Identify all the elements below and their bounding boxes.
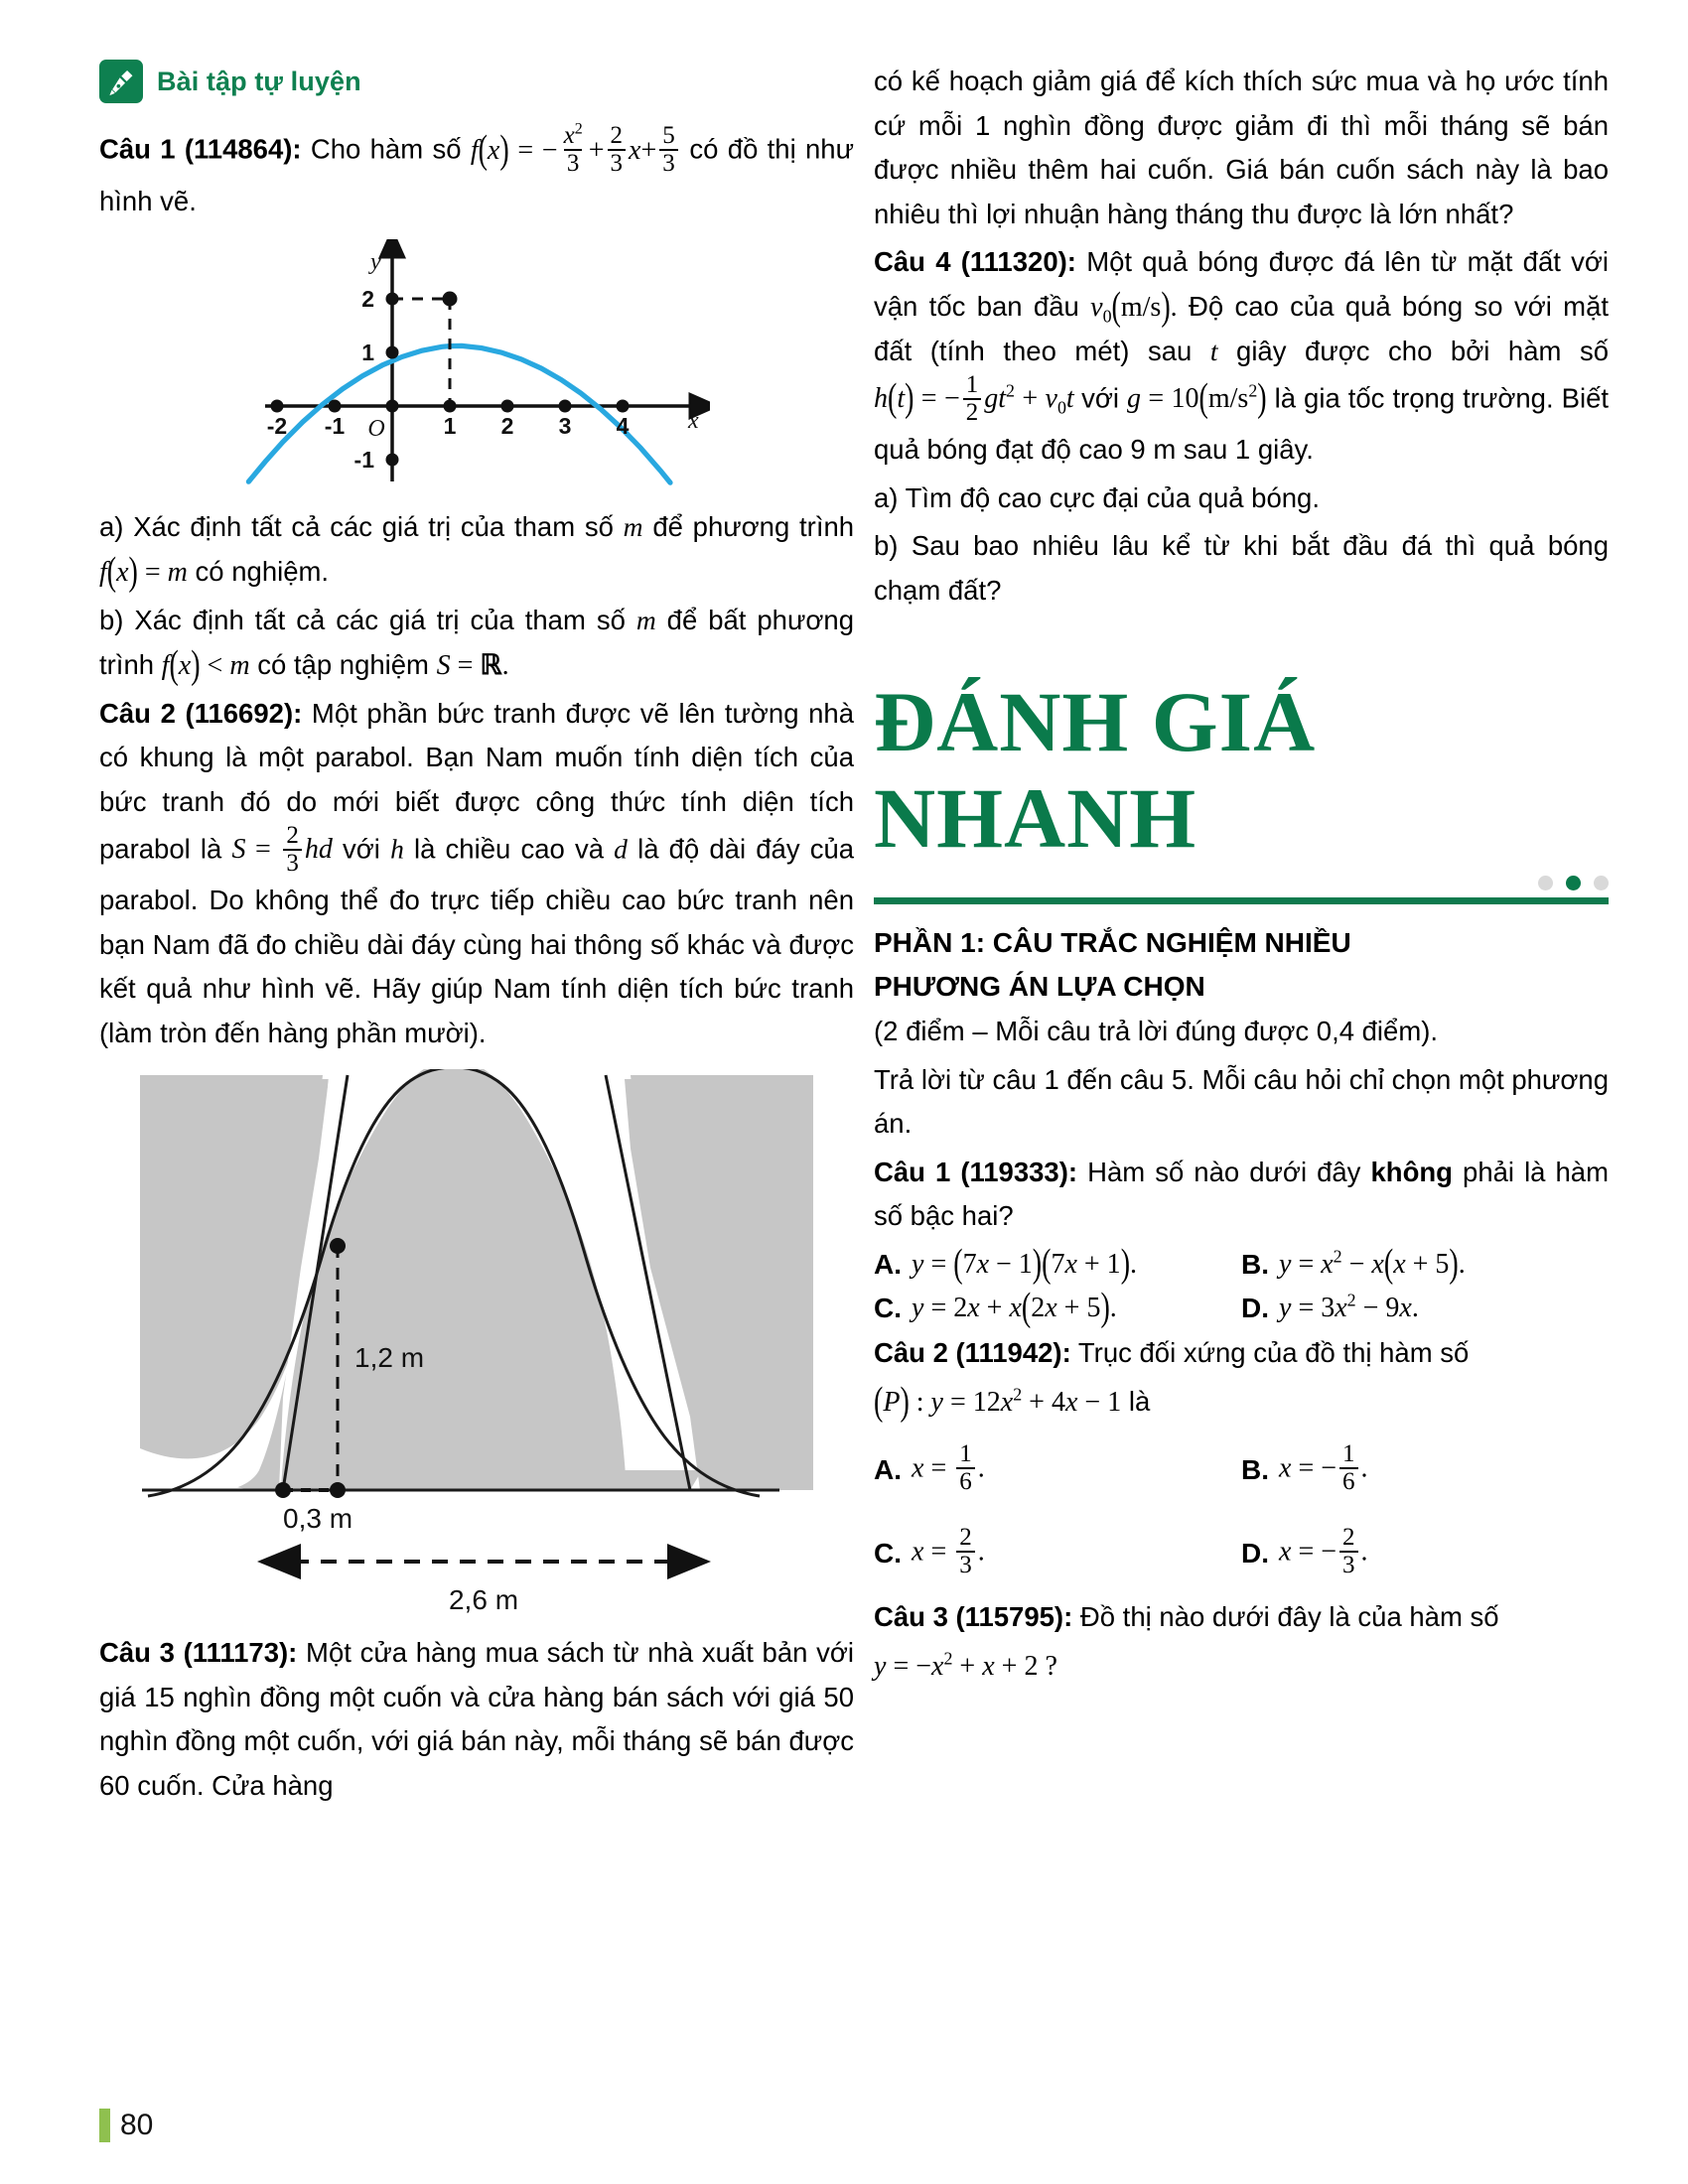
page-number-value: 80 (120, 2109, 154, 2141)
base-right-dot (330, 1482, 346, 1498)
base-dimension-row (99, 1540, 854, 1631)
q2-option-d[interactable] (1241, 1512, 1609, 1595)
x-tick-dot (501, 400, 514, 413)
q1-label: Câu 1 (119333): (874, 1156, 1078, 1187)
cau3-label: Câu 3 (111173): (99, 1637, 298, 1669)
cau1-statement (99, 120, 855, 223)
cau1-part-a-var: m (623, 511, 643, 543)
right-column (874, 60, 1609, 1812)
height-top-dot (330, 1238, 346, 1254)
cau4-text1: Một quả bóng được đá lên từ mặt đất với vận tốc ban đầu (874, 246, 1610, 322)
left-column (99, 60, 854, 1812)
y-tick-dot (386, 293, 399, 306)
q1-option-c[interactable] (874, 1287, 1241, 1331)
q1-text2: phải là hàm số bậc hai? (874, 1156, 1610, 1232)
origin-dot (386, 400, 399, 413)
part1-note2: Trả lời từ câu 1 đến câu 5. Mỗi câu hỏi chỉ chọn một phương án. (874, 1063, 1609, 1140)
q2-option-b-expr: x = − $\frac{1}{6}$ . (1279, 1439, 1368, 1496)
x-tick-label: 1 (443, 413, 457, 440)
cau1-part-b-tag: b) (99, 604, 124, 635)
section-heading (99, 60, 854, 103)
q2-expr-suffix: là (1128, 1385, 1151, 1417)
part1-note1: (2 điểm – Mỗi câu trả lời đúng được 0,4 điểm). (874, 1015, 1439, 1046)
cau4-v0: $v_0(m/s)$. (1090, 284, 1178, 330)
cau4-text2: Độ cao của quả bóng so với mặt đất (tính theo mét) sau (874, 290, 1610, 367)
x-tick-dot (329, 400, 342, 413)
x-axis-label: x (688, 408, 699, 435)
dot-indicator (1594, 876, 1609, 890)
decorative-dots (874, 876, 1609, 891)
big-title-line1: ĐÁNH GIÁ (874, 674, 1317, 770)
cau1-part-a-tag: a) (99, 511, 124, 543)
cau1-part-b-text2: để bất phương trình (99, 604, 855, 680)
cau2-var-d: d (614, 833, 628, 865)
cau2-var-h: h (390, 833, 404, 865)
origin-label: O (367, 416, 385, 443)
cau4-part-a: a) Tìm độ cao cực đại của quả bóng. (874, 481, 1320, 513)
q2-option-a-key: A. (874, 1453, 902, 1485)
cau4-text3: giây được cho bởi hàm số (1236, 336, 1610, 367)
cau3-statement (99, 1631, 854, 1808)
q1-option-b-expr: $y = x^2 - x(x + 5)$. (1279, 1241, 1466, 1287)
x-tick-dot (444, 400, 457, 413)
dot-indicator-active (1566, 876, 1581, 890)
cau1-part-a-text2: để phương trình (652, 511, 855, 543)
cau2-text2: với (342, 833, 380, 865)
cau1-part-b (99, 599, 854, 688)
q2-option-c-key: C. (874, 1537, 902, 1569)
q1-option-c-expr: y = 2x + x(2x + 5). (912, 1286, 1117, 1331)
cau4-text4: với (1081, 382, 1119, 414)
parabola-graph-figure (99, 239, 854, 485)
big-title (874, 674, 1609, 866)
q2-option-d-key: D. (1241, 1537, 1269, 1569)
x-tick-dot (271, 400, 284, 413)
cau1-part-b-solution-set: S = ℝ. (436, 649, 509, 681)
q2-statement (874, 1331, 1609, 1376)
q2-option-c[interactable] (874, 1512, 1241, 1595)
cau3-text: Một cửa hàng mua sách từ nhà xuất bản với giá 15 nghìn đồng một cuốn và cửa hàng bán sách với giá 50 nghìn đồng một cuốn, với giá bán này, mỗi tháng sẽ bán được 60 cuốn. Cửa hàng (99, 1637, 855, 1801)
q2-option-a[interactable] (874, 1429, 1241, 1512)
cau1-part-a-text1: Xác định tất cả các giá trị của tham số (133, 511, 614, 543)
parabola-graph-svg (243, 239, 710, 485)
q2-parabola-expr: (P) : $y = 12x^2 + 4x - 1$ (874, 1379, 1122, 1425)
y-axis-label: y (370, 249, 381, 276)
y-tick-dot (386, 454, 399, 467)
q1-option-b[interactable] (1241, 1243, 1609, 1288)
green-divider (874, 897, 1609, 904)
q1-option-c-key: C. (874, 1293, 902, 1324)
cau4-var-t: t (1209, 336, 1218, 367)
q1-text1: Hàm số nào dưới đây (1087, 1156, 1361, 1187)
cau1-part-a-equation: f(x) = m (99, 549, 188, 595)
y-tick-dot (386, 346, 399, 359)
pen-nib-icon (99, 60, 143, 103)
y-tick-label: -1 (353, 447, 374, 474)
x-tick-dot (617, 400, 630, 413)
q3-label: Câu 3 (115795): (874, 1601, 1073, 1633)
cau4-height-formula: h(t) = − $\frac{1}{2}$ $gt^2 + v_0t$ (874, 370, 1074, 426)
offset-label: 0,3 m (283, 1503, 353, 1535)
base-dimension-svg (134, 1540, 819, 1631)
q3-text: Đồ thị nào dưới đây là của hàm số (1079, 1601, 1499, 1633)
part1-title-line1: PHẦN 1: CÂU TRẮC NGHIỆM NHIỀU (874, 926, 1351, 958)
page-number (99, 2109, 153, 2142)
q1-option-a-expr: y = (7x − 1)(7x + 1). (912, 1241, 1138, 1287)
parabola-curve (248, 345, 670, 482)
q2-options-row-2 (874, 1512, 1609, 1595)
q1-options-row-2 (874, 1287, 1609, 1331)
q1-option-b-key: B. (1241, 1248, 1269, 1280)
cau4-part-b: b) Sau bao nhiêu lâu kể từ khi bắt đầu đá thì quả bóng chạm đất? (874, 530, 1609, 606)
x-tick-label: 2 (500, 413, 514, 440)
x-tick-label: 3 (558, 413, 572, 440)
two-column-layout (0, 60, 1688, 1812)
cau4-statement (874, 240, 1609, 473)
cau4-label: Câu 4 (111320): (874, 246, 1076, 278)
cau4-gravity: $g = 10(m/s^2)$ (1127, 376, 1267, 422)
q3-expression (874, 1644, 1609, 1689)
x-tick-label: -2 (266, 413, 288, 440)
wall-parabola-figure (99, 1069, 854, 1546)
page-number-bar (99, 2109, 110, 2142)
base-left-dot (275, 1482, 291, 1498)
q3-statement (874, 1595, 1609, 1640)
cau2-text3: là chiều cao và (413, 833, 604, 865)
cau1-text-before: Cho hàm số (310, 133, 462, 165)
q1-bold-word: không (1370, 1156, 1453, 1187)
wall-figure-svg (134, 1069, 819, 1546)
section-heading-label: Bài tập tự luyện (157, 66, 361, 96)
q2-option-c-expr: x = $\frac{2}{3}$ . (912, 1523, 985, 1579)
q3-function-expr: $y = -x^2 + x + 2$ ? (874, 1648, 1057, 1682)
q2-option-d-expr: x = − $\frac{2}{3}$ . (1279, 1523, 1368, 1579)
height-label: 1,2 m (354, 1342, 425, 1374)
cau1-part-b-var: m (635, 604, 656, 635)
q1-option-d[interactable] (1241, 1287, 1609, 1331)
cau2-text4: là độ dài đáy của parabol. Do không thể đo trực tiếp chiều cao bức tranh nên bạn Nam đã đo chiều dài đáy cùng hai thông số khác và được kết quả như hình vẽ. Hãy giúp Nam tính diện tích bức tranh (làm tròn đến hàng phần mười). (99, 833, 855, 1048)
cau1-part-a-text3: có nghiệm. (195, 555, 330, 587)
q1-option-d-key: D. (1241, 1293, 1269, 1324)
wall-right-fill (625, 1079, 813, 1490)
cau1-part-a (99, 505, 854, 595)
y-tick-label: 2 (361, 286, 374, 313)
q1-option-d-expr: $y = 3x^2 - 9x$. (1279, 1291, 1419, 1324)
q2-text: Trục đối xứng của đồ thị hàm số (1077, 1337, 1470, 1369)
dot-indicator (1538, 876, 1553, 890)
cau2-text: Một phần bức tranh được vẽ lên tường nhà có khung là một parabol. Bạn Nam muốn tính diện tích của bức tranh đó do mới biết được công thức tính diện tích parabol là (99, 697, 855, 865)
x-tick-dot (559, 400, 572, 413)
base-strip (283, 1470, 702, 1490)
q1-option-a[interactable] (874, 1243, 1241, 1288)
cau1-part-b-text1: Xác định tất cả các giá trị của tham số (134, 604, 626, 635)
q2-options-row-1 (874, 1429, 1609, 1512)
y-tick-label: 1 (361, 340, 374, 366)
q2-option-b-key: B. (1241, 1453, 1269, 1485)
q2-option-a-expr: x = $\frac{1}{6}$ . (912, 1439, 985, 1496)
cau1-part-b-equation: f(x) < m (161, 642, 250, 688)
cau4-text5: là gia tốc trọng trường. Biết quả bóng đạt độ cao 9 m sau 1 giây. (874, 382, 1609, 466)
cau2-area-formula: S = $\frac{2}{3}$ hd (231, 821, 333, 877)
cau1-part-b-text3: có tập nghiệm (257, 648, 429, 680)
cau1-label: Câu 1 (114864): (99, 133, 302, 165)
x-tick-label: -1 (324, 413, 346, 440)
q1-options-row-1 (874, 1243, 1609, 1288)
x-tick-label: 4 (616, 413, 630, 440)
base-label: 2,6 m (448, 1584, 519, 1616)
q2-expression (874, 1380, 1609, 1425)
q2-label: Câu 2 (111942): (874, 1337, 1071, 1369)
cau2-label: Câu 2 (116692): (99, 697, 303, 729)
part1-title-line2: PHƯƠNG ÁN LỰA CHỌN (874, 970, 1205, 1002)
cau3-continuation: có kế hoạch giảm giá để kích thích sức mua và họ ước tính cứ mỗi 1 nghìn đồng được giảm đi thì mỗi tháng sẽ bán được nhiều thêm hai cuốn. Giá bán cuốn sách này là bao nhiêu thì lợi nhuận hàng tháng thu được là lớn nhất? (874, 66, 1609, 229)
cau1-formula: f(x) = − $\frac{x^2}{3}$ + $\frac{2}{3}$ x+ $\frac{5}{3}$ (471, 135, 690, 166)
vertex-dot (443, 292, 458, 307)
q2-option-b[interactable] (1241, 1429, 1609, 1512)
q1-statement (874, 1151, 1609, 1239)
cau1-text-after: có đồ thị như hình vẽ. (99, 133, 855, 216)
big-title-line2: NHANH (874, 769, 1197, 866)
cau2-statement (99, 692, 854, 1055)
q1-option-a-key: A. (874, 1248, 902, 1280)
